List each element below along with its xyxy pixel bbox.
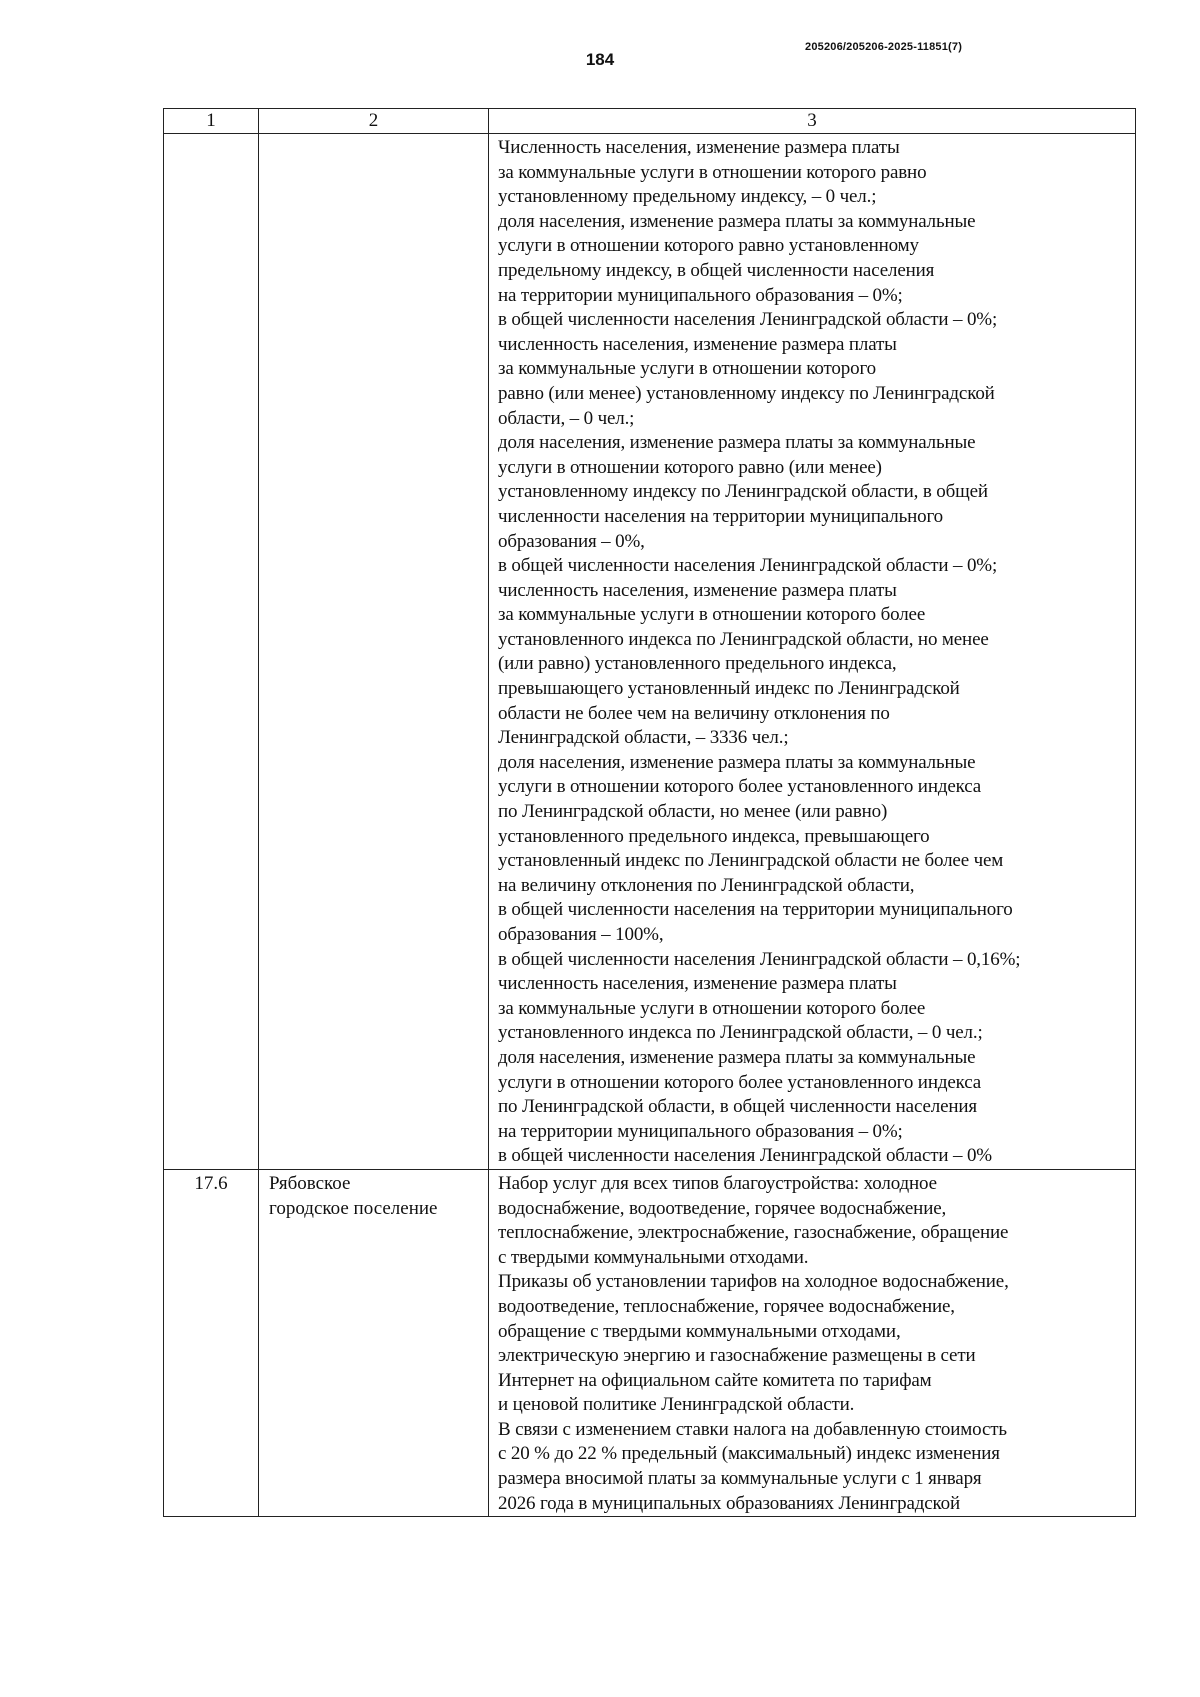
text-line: области не более чем на величину отклонения по xyxy=(498,702,890,724)
text-line: образования – 0%, xyxy=(498,530,645,552)
text-line: услуги в отношении которого более установленного индекса xyxy=(498,776,982,798)
text-line: обращение с твердыми коммунальными отходами, xyxy=(498,1320,901,1342)
table-header-row xyxy=(164,109,1136,134)
text-line: 2026 года в муниципальных образованиях Ленинградской xyxy=(498,1492,961,1514)
text-line: водоснабжение, водоотведение, горячее водоснабжение, xyxy=(498,1197,947,1219)
text-line: В связи с изменением ставки налога на добавленную стоимость xyxy=(498,1418,1007,1440)
description-cell xyxy=(489,1169,1136,1516)
text-line: доля населения, изменение размера платы за коммунальные xyxy=(498,751,976,773)
municipality-cell xyxy=(259,1169,489,1516)
text-line: водоотведение, теплоснабжение, горячее водоснабжение, xyxy=(498,1295,955,1317)
text-line: области, – 0 чел.; xyxy=(498,407,635,429)
text-line: установленному индексу по Ленинградской области, в общей xyxy=(498,481,988,503)
text-line: размера вносимой платы за коммунальные услуги с 1 января xyxy=(498,1468,982,1490)
text-line: Численность населения, изменение размера платы xyxy=(498,137,900,158)
text-line: на территории муниципального образования – 0%; xyxy=(498,1120,903,1142)
municipality-cell xyxy=(259,134,489,1170)
text-line: за коммунальные услуги в отношении которого более xyxy=(498,604,926,626)
text-line: установленному предельному индексу, – 0 чел.; xyxy=(498,186,877,208)
page-number: 184 xyxy=(585,50,615,69)
text-line: численность населения, изменение размера платы xyxy=(498,973,897,995)
row-number-cell: 17.6 xyxy=(164,1169,259,1516)
text-line: (или равно) установленного предельного индекса, xyxy=(498,653,897,675)
text-line: установленный индекс по Ленинградской области не более чем xyxy=(498,850,1004,872)
text-line: с 20 % до 22 % предельный (максимальный) индекс изменения xyxy=(498,1443,1000,1465)
text-line: городское поселение xyxy=(269,1197,438,1219)
text-line: за коммунальные услуги в отношении которого равно xyxy=(498,161,927,183)
text-line: на величину отклонения по Ленинградской области, xyxy=(498,874,915,896)
table-row xyxy=(164,134,1136,1170)
description-cell xyxy=(489,134,1136,1170)
text-line: по Ленинградской области, но менее (или равно) xyxy=(498,801,888,823)
text-line: численность населения, изменение размера платы xyxy=(498,579,897,601)
text-line: установленного предельного индекса, превышающего xyxy=(498,825,930,847)
text-line: с твердыми коммунальными отходами. xyxy=(498,1246,809,1268)
text-line: за коммунальные услуги в отношении которого xyxy=(498,358,876,380)
text-line: доля населения, изменение размера платы за коммунальные xyxy=(498,1046,976,1068)
text-line: Набор услуг для всех типов благоустройства: холодное xyxy=(498,1172,937,1194)
text-line: за коммунальные услуги в отношении которого более xyxy=(498,997,926,1019)
text-line: установленного индекса по Ленинградской области, но менее xyxy=(498,628,989,650)
text-line: установленного индекса по Ленинградской области, – 0 чел.; xyxy=(498,1022,983,1044)
row-number-cell xyxy=(164,134,259,1170)
text-line: численность населения, изменение размера платы xyxy=(498,333,897,355)
text-line: Ленинградской области, – 3336 чел.; xyxy=(498,727,789,749)
text-line: теплоснабжение, электроснабжение, газоснабжение, обращение xyxy=(498,1222,1009,1244)
text-line: доля населения, изменение размера платы за коммунальные xyxy=(498,432,976,454)
table-row xyxy=(164,1169,1136,1516)
text-line: и ценовой политике Ленинградской области. xyxy=(498,1394,855,1416)
text-line: в общей численности населения Ленинградской области – 0%; xyxy=(498,309,998,331)
column-header-2: 2 xyxy=(259,109,489,134)
text-line: услуги в отношении которого более установленного индекса xyxy=(498,1071,982,1093)
text-line: по Ленинградской области, в общей численности населения xyxy=(498,1096,977,1118)
text-line: численности населения на территории муниципального xyxy=(498,505,943,527)
text-line: Приказы об установлении тарифов на холодное водоснабжение, xyxy=(498,1271,1009,1293)
text-line: в общей численности населения Ленинградской области – 0%; xyxy=(498,555,998,577)
text-line: равно (или менее) установленному индексу по Ленинградской xyxy=(498,382,995,404)
text-line: образования – 100%, xyxy=(498,924,664,945)
text-line: превышающего установленный индекс по Ленинградской xyxy=(498,678,960,700)
text-line: в общей численности населения на территории муниципального xyxy=(498,899,1013,921)
data-table xyxy=(163,108,1136,1517)
column-header-3: 3 xyxy=(489,109,1136,134)
text-line: услуги в отношении которого равно (или менее) xyxy=(498,456,882,478)
column-header-1: 1 xyxy=(164,109,259,134)
text-line: в общей численности населения Ленинградской области – 0% xyxy=(498,1145,992,1167)
text-line: электрическую энергию и газоснабжение размещены в сети xyxy=(498,1345,976,1367)
text-line: Интернет на официальном сайте комитета по тарифам xyxy=(498,1369,932,1391)
text-line: предельному индексу, в общей численности населения xyxy=(498,259,935,281)
text-line: в общей численности населения Ленинградской области – 0,16%; xyxy=(498,948,1021,970)
document-code: 205206/205206-2025-11851(7) xyxy=(805,41,963,53)
text-line: на территории муниципального образования – 0%; xyxy=(498,284,903,306)
text-line: доля населения, изменение размера платы за коммунальные xyxy=(498,210,976,232)
text-line: Рябовское xyxy=(269,1172,351,1194)
text-line: услуги в отношении которого равно установленному xyxy=(498,235,919,257)
